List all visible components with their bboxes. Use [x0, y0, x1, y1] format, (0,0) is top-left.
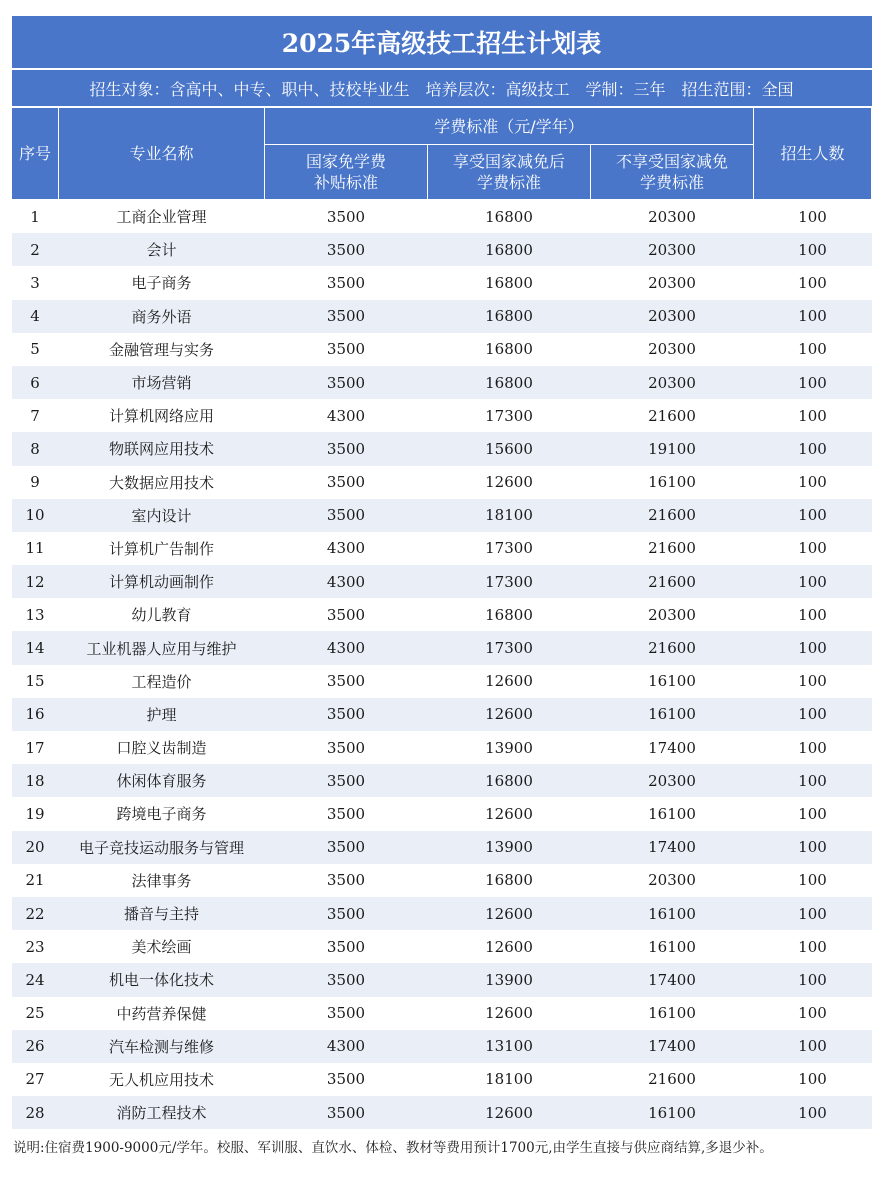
cell-enroll: 100: [754, 333, 872, 366]
cell-fee-full: 20300: [591, 764, 754, 797]
cell-fee-subsidy: 3500: [265, 266, 428, 299]
cell-enroll: 100: [754, 233, 872, 266]
table-row: [12, 764, 872, 797]
cell-enroll: 100: [754, 300, 872, 333]
cell-fee-subsidy: 3500: [265, 930, 428, 963]
cell-seq: 11: [12, 532, 59, 565]
cell-enroll: 100: [754, 997, 872, 1030]
cell-seq: 14: [12, 631, 59, 664]
cell-major: 无人机应用技术: [59, 1063, 265, 1096]
table-row: [12, 499, 872, 532]
cell-fee-subsidy: 4300: [265, 532, 428, 565]
cell-seq: 20: [12, 831, 59, 864]
cell-fee-after: 13100: [428, 1030, 591, 1063]
cell-fee-subsidy: 3500: [265, 731, 428, 764]
cell-fee-full: 20300: [591, 233, 754, 266]
cell-major: 护理: [59, 698, 265, 731]
cell-fee-subsidy: 3500: [265, 963, 428, 996]
cell-fee-after: 12600: [428, 930, 591, 963]
cell-enroll: 100: [754, 864, 872, 897]
cell-fee-after: 13900: [428, 831, 591, 864]
cell-fee-subsidy: 3500: [265, 864, 428, 897]
cell-fee-after: 15600: [428, 432, 591, 465]
table-row: [12, 864, 872, 897]
fee-after-line2: 学费标准: [476, 173, 541, 192]
cell-fee-full: 20300: [591, 333, 754, 366]
cell-major: 消防工程技术: [59, 1096, 265, 1129]
cell-fee-full: 21600: [591, 499, 754, 532]
cell-fee-after: 12600: [428, 897, 591, 930]
cell-seq: 27: [12, 1063, 59, 1096]
cell-enroll: 100: [754, 1030, 872, 1063]
table-row: [12, 300, 872, 333]
cell-major: 会计: [59, 233, 265, 266]
fee-full-line1: 不享受国家减免: [615, 152, 728, 171]
cell-seq: 7: [12, 399, 59, 432]
cell-fee-after: 13900: [428, 731, 591, 764]
cell-major: 物联网应用技术: [59, 432, 265, 465]
table-body: [12, 200, 872, 1130]
cell-fee-after: 17300: [428, 631, 591, 664]
cell-seq: 19: [12, 797, 59, 830]
header-row-1: [12, 107, 872, 145]
fee-subsidy-line1: 国家免学费: [305, 152, 386, 171]
table-row: [12, 266, 872, 299]
cell-fee-subsidy: 4300: [265, 631, 428, 664]
cell-fee-subsidy: 3500: [265, 797, 428, 830]
table-row: [12, 598, 872, 631]
cell-fee-subsidy: 4300: [265, 1030, 428, 1063]
col-header-seq: 序号: [12, 107, 59, 200]
cell-seq: 3: [12, 266, 59, 299]
table-row: [12, 333, 872, 366]
cell-fee-subsidy: 3500: [265, 698, 428, 731]
cell-fee-full: 20300: [591, 200, 754, 234]
cell-enroll: 100: [754, 930, 872, 963]
cell-enroll: 100: [754, 399, 872, 432]
cell-fee-subsidy: 4300: [265, 565, 428, 598]
cell-enroll: 100: [754, 731, 872, 764]
title-row: [12, 16, 872, 69]
enrollment-info: 招生对象：含高中、中专、职中、技校毕业生 培养层次：高级技工 学制：三年 招生范围：全国: [12, 69, 872, 107]
table-row: [12, 366, 872, 399]
cell-major: 机电一体化技术: [59, 963, 265, 996]
table-row: [12, 399, 872, 432]
cell-fee-full: 20300: [591, 366, 754, 399]
cell-seq: 6: [12, 366, 59, 399]
table-row: [12, 963, 872, 996]
table-row: [12, 698, 872, 731]
cell-enroll: 100: [754, 565, 872, 598]
table-row: [12, 797, 872, 830]
cell-seq: 26: [12, 1030, 59, 1063]
cell-fee-after: 17300: [428, 399, 591, 432]
page-title: 2025年高级技工招生计划表: [12, 16, 872, 69]
cell-enroll: 100: [754, 698, 872, 731]
cell-fee-full: 17400: [591, 831, 754, 864]
table-row: [12, 432, 872, 465]
cell-seq: 9: [12, 466, 59, 499]
cell-enroll: 100: [754, 831, 872, 864]
cell-fee-full: 21600: [591, 565, 754, 598]
cell-fee-after: 17300: [428, 565, 591, 598]
cell-fee-subsidy: 3500: [265, 598, 428, 631]
cell-major: 市场营销: [59, 366, 265, 399]
cell-fee-full: 17400: [591, 1030, 754, 1063]
cell-fee-subsidy: 3500: [265, 764, 428, 797]
cell-fee-subsidy: 3500: [265, 200, 428, 234]
cell-fee-full: 16100: [591, 665, 754, 698]
cell-major: 汽车检测与维修: [59, 1030, 265, 1063]
cell-enroll: 100: [754, 366, 872, 399]
enrollment-plan-table: [11, 16, 872, 1129]
cell-fee-after: 16800: [428, 366, 591, 399]
cell-major: 金融管理与实务: [59, 333, 265, 366]
cell-fee-after: 16800: [428, 266, 591, 299]
cell-fee-full: 21600: [591, 532, 754, 565]
table-row: [12, 665, 872, 698]
table-row: [12, 1063, 872, 1096]
table-row: [12, 631, 872, 664]
cell-fee-after: 12600: [428, 997, 591, 1030]
cell-fee-after: 12600: [428, 797, 591, 830]
cell-enroll: 100: [754, 432, 872, 465]
cell-enroll: 100: [754, 466, 872, 499]
cell-major: 工商企业管理: [59, 200, 265, 234]
col-header-fee-full: [591, 145, 754, 200]
cell-enroll: 100: [754, 963, 872, 996]
cell-seq: 13: [12, 598, 59, 631]
cell-fee-after: 16800: [428, 598, 591, 631]
cell-fee-subsidy: 4300: [265, 399, 428, 432]
cell-fee-subsidy: 3500: [265, 466, 428, 499]
cell-seq: 21: [12, 864, 59, 897]
table-row: [12, 200, 872, 234]
cell-major: 法律事务: [59, 864, 265, 897]
cell-seq: 1: [12, 200, 59, 234]
footnote: 说明:住宿费1900-9000元/学年。校服、军训服、直饮水、体检、教材等费用预计1700元,由学生直接与供应商结算,多退少补。: [13, 1140, 773, 1156]
cell-seq: 22: [12, 897, 59, 930]
cell-enroll: 100: [754, 631, 872, 664]
cell-fee-after: 18100: [428, 1063, 591, 1096]
cell-seq: 18: [12, 764, 59, 797]
fee-full-line2: 学费标准: [639, 173, 704, 192]
table-row: [12, 930, 872, 963]
cell-fee-full: 16100: [591, 897, 754, 930]
cell-fee-full: 21600: [591, 1063, 754, 1096]
cell-major: 计算机广告制作: [59, 532, 265, 565]
cell-fee-full: 17400: [591, 731, 754, 764]
cell-enroll: 100: [754, 797, 872, 830]
cell-major: 中药营养保健: [59, 997, 265, 1030]
cell-seq: 8: [12, 432, 59, 465]
cell-seq: 15: [12, 665, 59, 698]
cell-major: 计算机网络应用: [59, 399, 265, 432]
cell-fee-subsidy: 3500: [265, 366, 428, 399]
cell-enroll: 100: [754, 1063, 872, 1096]
cell-major: 休闲体育服务: [59, 764, 265, 797]
cell-fee-subsidy: 3500: [265, 897, 428, 930]
cell-fee-subsidy: 3500: [265, 665, 428, 698]
table-row: [12, 1096, 872, 1129]
cell-fee-subsidy: 3500: [265, 1096, 428, 1129]
cell-fee-subsidy: 3500: [265, 300, 428, 333]
plan-table-container: [11, 16, 871, 1129]
cell-fee-full: 20300: [591, 864, 754, 897]
cell-seq: 28: [12, 1096, 59, 1129]
cell-seq: 25: [12, 997, 59, 1030]
cell-seq: 10: [12, 499, 59, 532]
cell-fee-after: 13900: [428, 963, 591, 996]
cell-fee-full: 20300: [591, 300, 754, 333]
fee-subsidy-line2: 补贴标准: [313, 173, 378, 192]
cell-enroll: 100: [754, 598, 872, 631]
cell-fee-after: 16800: [428, 864, 591, 897]
cell-fee-full: 19100: [591, 432, 754, 465]
col-header-major: 专业名称: [59, 107, 265, 200]
table-row: [12, 731, 872, 764]
cell-major: 幼儿教育: [59, 598, 265, 631]
cell-fee-subsidy: 3500: [265, 432, 428, 465]
cell-major: 计算机动画制作: [59, 565, 265, 598]
cell-fee-subsidy: 3500: [265, 233, 428, 266]
cell-enroll: 100: [754, 665, 872, 698]
info-row: [12, 69, 872, 107]
cell-seq: 12: [12, 565, 59, 598]
col-header-fee-subsidy: [265, 145, 428, 200]
cell-major: 跨境电子商务: [59, 797, 265, 830]
cell-fee-subsidy: 3500: [265, 333, 428, 366]
cell-seq: 17: [12, 731, 59, 764]
cell-fee-full: 21600: [591, 631, 754, 664]
cell-fee-full: 20300: [591, 598, 754, 631]
cell-enroll: 100: [754, 499, 872, 532]
cell-major: 口腔义齿制造: [59, 731, 265, 764]
cell-fee-full: 17400: [591, 963, 754, 996]
cell-seq: 24: [12, 963, 59, 996]
cell-fee-full: 16100: [591, 997, 754, 1030]
cell-fee-full: 16100: [591, 466, 754, 499]
cell-enroll: 100: [754, 532, 872, 565]
table-row: [12, 233, 872, 266]
cell-fee-after: 17300: [428, 532, 591, 565]
cell-fee-subsidy: 3500: [265, 831, 428, 864]
cell-fee-subsidy: 3500: [265, 1063, 428, 1096]
cell-major: 美术绘画: [59, 930, 265, 963]
cell-fee-subsidy: 3500: [265, 997, 428, 1030]
cell-fee-after: 12600: [428, 1096, 591, 1129]
cell-enroll: 100: [754, 200, 872, 234]
cell-major: 商务外语: [59, 300, 265, 333]
cell-fee-after: 12600: [428, 698, 591, 731]
cell-fee-full: 16100: [591, 698, 754, 731]
cell-fee-full: 20300: [591, 266, 754, 299]
table-row: [12, 997, 872, 1030]
cell-fee-subsidy: 3500: [265, 499, 428, 532]
cell-major: 室内设计: [59, 499, 265, 532]
cell-seq: 5: [12, 333, 59, 366]
cell-enroll: 100: [754, 266, 872, 299]
cell-seq: 4: [12, 300, 59, 333]
col-header-enroll: 招生人数: [754, 107, 872, 200]
cell-fee-after: 16800: [428, 233, 591, 266]
cell-fee-after: 16800: [428, 333, 591, 366]
cell-major: 工业机器人应用与维护: [59, 631, 265, 664]
table-row: [12, 831, 872, 864]
cell-seq: 23: [12, 930, 59, 963]
cell-seq: 2: [12, 233, 59, 266]
col-header-fee-group: 学费标准（元/学年）: [265, 107, 754, 145]
cell-fee-full: 16100: [591, 797, 754, 830]
table-row: [12, 532, 872, 565]
cell-enroll: 100: [754, 897, 872, 930]
cell-fee-after: 12600: [428, 665, 591, 698]
table-row: [12, 466, 872, 499]
cell-major: 电子竞技运动服务与管理: [59, 831, 265, 864]
col-header-fee-after: [428, 145, 591, 200]
fee-after-line1: 享受国家减免后: [452, 152, 565, 171]
cell-fee-full: 21600: [591, 399, 754, 432]
cell-major: 电子商务: [59, 266, 265, 299]
cell-fee-after: 16800: [428, 200, 591, 234]
cell-enroll: 100: [754, 764, 872, 797]
cell-fee-full: 16100: [591, 1096, 754, 1129]
cell-major: 播音与主持: [59, 897, 265, 930]
cell-enroll: 100: [754, 1096, 872, 1129]
cell-fee-after: 18100: [428, 499, 591, 532]
cell-fee-after: 16800: [428, 764, 591, 797]
table-row: [12, 565, 872, 598]
cell-fee-after: 12600: [428, 466, 591, 499]
cell-major: 工程造价: [59, 665, 265, 698]
cell-major: 大数据应用技术: [59, 466, 265, 499]
cell-seq: 16: [12, 698, 59, 731]
table-row: [12, 897, 872, 930]
cell-fee-full: 16100: [591, 930, 754, 963]
table-row: [12, 1030, 872, 1063]
cell-fee-after: 16800: [428, 300, 591, 333]
